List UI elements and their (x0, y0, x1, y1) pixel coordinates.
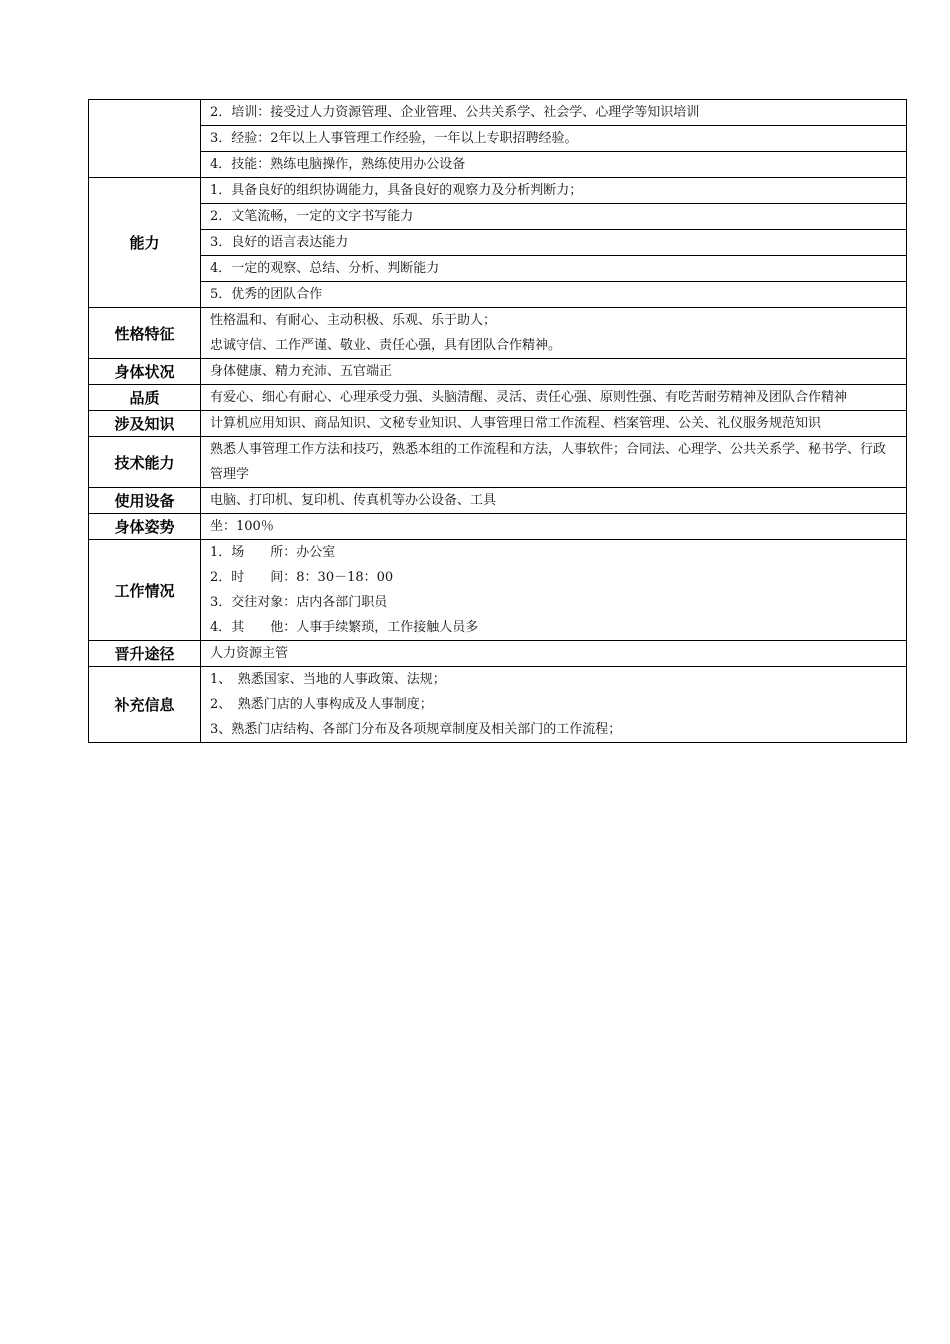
table-row (89, 488, 907, 514)
posture-label: 身体姿势 (89, 514, 201, 540)
personality-label: 性格特征 (89, 308, 201, 359)
tech-ability-content: 熟悉人事管理工作方法和技巧，熟悉本组的工作流程和方法，人事软件；合同法、心理学、公共关系学、秘书学、行政管理学 (201, 437, 907, 488)
table-row (89, 411, 907, 437)
ability-item: 3．良好的语言表达能力 (201, 230, 907, 256)
equipment-label: 使用设备 (89, 488, 201, 514)
table-row (89, 359, 907, 385)
supplement-label: 补充信息 (89, 667, 201, 743)
personality-line: 忠诚守信、工作严谨、敬业、责任心强，具有团队合作精神。 (210, 338, 562, 353)
table-row (89, 152, 907, 178)
experience-requirement: 3．经验：2年以上人事管理工作经验，一年以上专职招聘经验。 (201, 126, 907, 152)
work-conditions-line: 4．其 他：人事手续繁琐，工作接触人员多 (210, 620, 479, 635)
promotion-label: 晋升途径 (89, 641, 201, 667)
ability-item: 5．优秀的团队合作 (201, 282, 907, 308)
row-label-empty (89, 100, 201, 178)
work-conditions-line: 2．时 间：8：30－18：00 (210, 570, 394, 585)
training-requirement: 2．培训：接受过人力资源管理、企业管理、公共关系学、社会学、心理学等知识培训 (201, 100, 907, 126)
health-content: 身体健康、精力充沛、五官端正 (201, 359, 907, 385)
work-conditions-content (201, 540, 907, 641)
table-row (89, 204, 907, 230)
quality-label: 品质 (89, 385, 201, 411)
table-row (89, 282, 907, 308)
health-label: 身体状况 (89, 359, 201, 385)
work-conditions-line: 3．交往对象：店内各部门职员 (210, 595, 388, 610)
quality-content: 有爱心、细心有耐心、心理承受力强、头脑清醒、灵活、责任心强、原则性强、有吃苦耐劳精神及团队合作精神 (201, 385, 907, 411)
table-row (89, 230, 907, 256)
table-row (89, 178, 907, 204)
job-description-table (88, 99, 907, 743)
ability-item: 2．文笔流畅，一定的文字书写能力 (201, 204, 907, 230)
supplement-line: 2、 熟悉门店的人事构成及人事制度； (210, 697, 433, 712)
supplement-line: 3、熟悉门店结构、各部门分布及各项规章制度及相关部门的工作流程； (210, 722, 622, 737)
knowledge-label: 涉及知识 (89, 411, 201, 437)
personality-line: 性格温和、有耐心、主动积极、乐观、乐于助人； (210, 313, 497, 328)
promotion-content: 人力资源主管 (201, 641, 907, 667)
supplement-line: 1、 熟悉国家、当地的人事政策、法规； (210, 672, 446, 687)
ability-item: 1．具备良好的组织协调能力，具备良好的观察力及分析判断力； (201, 178, 907, 204)
table-row (89, 385, 907, 411)
tech-ability-label: 技术能力 (89, 437, 201, 488)
table-row (89, 514, 907, 540)
supplement-content (201, 667, 907, 743)
work-conditions-line: 1．场 所：办公室 (210, 545, 336, 560)
skill-requirement: 4．技能：熟练电脑操作，熟练使用办公设备 (201, 152, 907, 178)
ability-item: 4．一定的观察、总结、分析、判断能力 (201, 256, 907, 282)
table-row (89, 667, 907, 743)
table-row (89, 641, 907, 667)
ability-label: 能力 (89, 178, 201, 308)
table-row (89, 256, 907, 282)
posture-content: 坐：100％ (201, 514, 907, 540)
work-conditions-label: 工作情况 (89, 540, 201, 641)
table-row (89, 540, 907, 641)
knowledge-content: 计算机应用知识、商品知识、文秘专业知识、人事管理日常工作流程、档案管理、公关、礼仪服务规范知识 (201, 411, 907, 437)
table-row (89, 437, 907, 488)
table-row (89, 126, 907, 152)
table-row (89, 100, 907, 126)
personality-content (201, 308, 907, 359)
equipment-content: 电脑、打印机、复印机、传真机等办公设备、工具 (201, 488, 907, 514)
table-row (89, 308, 907, 359)
